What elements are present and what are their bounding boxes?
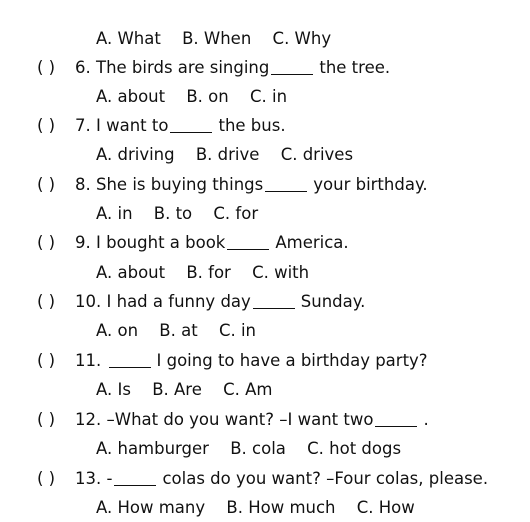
option-b: B. cola xyxy=(230,439,286,458)
option-b: B. to xyxy=(153,204,193,223)
answer-paren[interactable]: ( ) xyxy=(37,469,56,488)
options-q10 xyxy=(96,316,256,345)
option-c: C. with xyxy=(252,263,310,282)
options-q7 xyxy=(96,140,353,169)
option-b: B. Are xyxy=(152,380,202,399)
option-a: A. driving xyxy=(96,145,175,164)
option-a: A. about xyxy=(96,87,166,106)
question-text-after: I going to have a birthday party? xyxy=(156,351,428,370)
question-number: 13. xyxy=(75,469,102,488)
question-text-before: The birds are singing xyxy=(96,58,270,77)
answer-blank[interactable] xyxy=(271,74,313,75)
question-text-after: colas do you want? –Four colas, please. xyxy=(162,469,489,488)
answer-blank[interactable] xyxy=(265,191,307,192)
option-b: B. When xyxy=(182,29,252,48)
option-a: A. in xyxy=(96,204,133,223)
answer-blank[interactable] xyxy=(375,426,417,427)
option-b: B. at xyxy=(159,321,198,340)
question-10 xyxy=(37,287,365,316)
question-number: 10. xyxy=(75,292,102,311)
answer-paren[interactable]: ( ) xyxy=(37,410,56,429)
question-7 xyxy=(37,111,286,140)
answer-paren[interactable]: ( ) xyxy=(37,233,56,252)
question-9 xyxy=(37,228,349,257)
question-text-after: the tree. xyxy=(319,58,391,77)
answer-paren[interactable]: ( ) xyxy=(37,351,56,370)
option-b: B. How much xyxy=(226,498,336,517)
option-c: C. in xyxy=(218,321,256,340)
option-c: C. Why xyxy=(272,29,332,48)
question-6 xyxy=(37,53,390,82)
options-q8 xyxy=(96,199,258,228)
question-text-after: . xyxy=(423,410,429,429)
options-q11 xyxy=(96,375,273,404)
question-text-after: your birthday. xyxy=(313,175,428,194)
option-a: A. What xyxy=(96,29,161,48)
question-text-before: I bought a book xyxy=(96,233,226,252)
option-c: C. in xyxy=(249,87,288,106)
option-a: A. hamburger xyxy=(96,439,209,458)
question-number: 11. xyxy=(75,351,102,370)
question-text-after: America. xyxy=(275,233,349,252)
answer-paren[interactable]: ( ) xyxy=(37,116,56,135)
question-text-after: Sunday. xyxy=(300,292,366,311)
question-number: 7. xyxy=(75,116,91,135)
question-8 xyxy=(37,170,428,199)
question-text-before: I had a funny day xyxy=(106,292,251,311)
options-q12 xyxy=(96,434,401,463)
option-c: C. hot dogs xyxy=(307,439,402,458)
option-c: C. Am xyxy=(223,380,273,399)
option-b: B. on xyxy=(186,87,229,106)
option-c: C. for xyxy=(213,204,259,223)
question-11 xyxy=(37,346,428,375)
option-c: C. How xyxy=(356,498,415,517)
options-q6 xyxy=(96,82,287,111)
option-a: A. Is xyxy=(96,380,131,399)
question-text-after: the bus. xyxy=(218,116,286,135)
answer-blank[interactable] xyxy=(170,132,212,133)
options-q9 xyxy=(96,258,309,287)
answer-blank[interactable] xyxy=(227,249,269,250)
question-12 xyxy=(37,405,429,434)
question-13 xyxy=(37,464,488,493)
options-q13 xyxy=(96,493,415,522)
answer-paren[interactable]: ( ) xyxy=(37,175,56,194)
question-number: 12. xyxy=(75,410,102,429)
question-text-before: I want to xyxy=(96,116,169,135)
answer-blank[interactable] xyxy=(109,367,151,368)
question-number: 9. xyxy=(75,233,91,252)
answer-paren[interactable]: ( ) xyxy=(37,292,56,311)
option-a: A. on xyxy=(96,321,139,340)
question-text-before: She is buying things xyxy=(96,175,264,194)
option-a: A. How many xyxy=(96,498,206,517)
question-text-before: –What do you want? –I want two xyxy=(106,410,374,429)
answer-blank[interactable] xyxy=(253,308,295,309)
option-a: A. about xyxy=(96,263,166,282)
option-c: C. drives xyxy=(280,145,354,164)
answer-paren[interactable]: ( ) xyxy=(37,58,56,77)
question-number: 8. xyxy=(75,175,91,194)
options-q5 xyxy=(96,24,331,53)
option-b: B. drive xyxy=(195,145,260,164)
question-number: 6. xyxy=(75,58,91,77)
question-text-before: - xyxy=(106,469,113,488)
answer-blank[interactable] xyxy=(114,485,156,486)
option-b: B. for xyxy=(186,263,231,282)
